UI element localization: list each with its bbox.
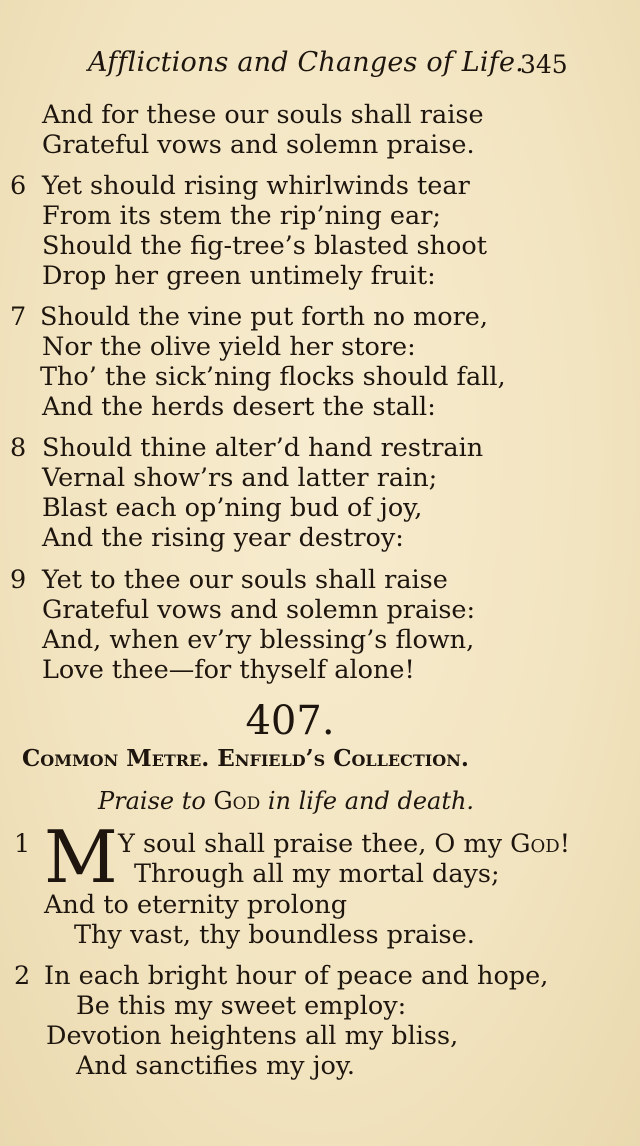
stanza-number: 9 — [10, 565, 27, 595]
verse-line: Yet should rising whirlwinds tear — [42, 171, 470, 201]
verse-text: Y soul shall praise thee, O my — [118, 829, 511, 859]
stanza-number: 1 — [14, 829, 31, 859]
verse-line — [118, 829, 570, 859]
hymn-title-god: God — [213, 787, 261, 815]
verse-line: Love thee—for thyself alone! — [42, 655, 415, 685]
stanza-number: 7 — [10, 302, 27, 332]
hymn-title-part: in life and death. — [260, 787, 475, 815]
verse-line: Should the fig-tree’s blasted shoot — [42, 231, 487, 261]
hymn-title-part: Praise to — [98, 787, 214, 815]
stanza-number: 8 — [10, 433, 27, 463]
verse-line: Tho’ the sick’ning flocks should fall, — [40, 362, 506, 392]
verse-line: And for these our souls shall raise — [42, 100, 484, 130]
hymn-title — [98, 786, 474, 816]
verse-text-god: God — [510, 829, 560, 859]
verse-line: Blast each op’ning bud of joy, — [42, 493, 423, 523]
stanza-number: 6 — [10, 171, 27, 201]
verse-line: Should thine alter’d hand restrain — [42, 433, 484, 463]
verse-line: Drop her green untimely fruit: — [42, 261, 436, 291]
verse-text: ! — [559, 829, 570, 859]
verse-line: In each bright hour of peace and hope, — [44, 961, 549, 991]
verse-line: Devotion heightens all my bliss, — [46, 1021, 459, 1051]
verse-line: And the rising year destroy: — [42, 523, 404, 553]
verse-line: Yet to thee our souls shall raise — [42, 565, 448, 595]
verse-line: Grateful vows and solemn praise: — [42, 595, 476, 625]
page-number: 345 — [520, 50, 568, 79]
verse-line: Vernal show’rs and latter rain; — [42, 463, 438, 493]
verse-line: And the herds desert the stall: — [42, 392, 436, 422]
hymn-number: 407. — [245, 698, 335, 744]
verse-line: And to eternity prolong — [44, 890, 348, 920]
verse-line: Through all my mortal days; — [134, 859, 500, 889]
verse-line: And sanctifies my joy. — [76, 1051, 356, 1081]
verse-line: From its stem the rip’ning ear; — [42, 201, 441, 231]
stanza-number: 2 — [14, 961, 31, 991]
verse-line: Should the vine put forth no more, — [40, 302, 488, 332]
verse-line: And, when ev’ry blessing’s flown, — [42, 625, 475, 655]
verse-line: Be this my sweet employ: — [76, 991, 407, 1021]
hymn-meter-source: Common Metre. Enfield’s Collection. — [22, 745, 469, 772]
verse-line: Nor the olive yield her store: — [42, 332, 416, 362]
verse-line: Grateful vows and solemn praise. — [42, 130, 475, 160]
running-head-title: Afflictions and Changes of Life. — [88, 47, 524, 78]
drop-cap: M — [44, 815, 116, 899]
verse-line: Thy vast, thy boundless praise. — [74, 920, 475, 950]
